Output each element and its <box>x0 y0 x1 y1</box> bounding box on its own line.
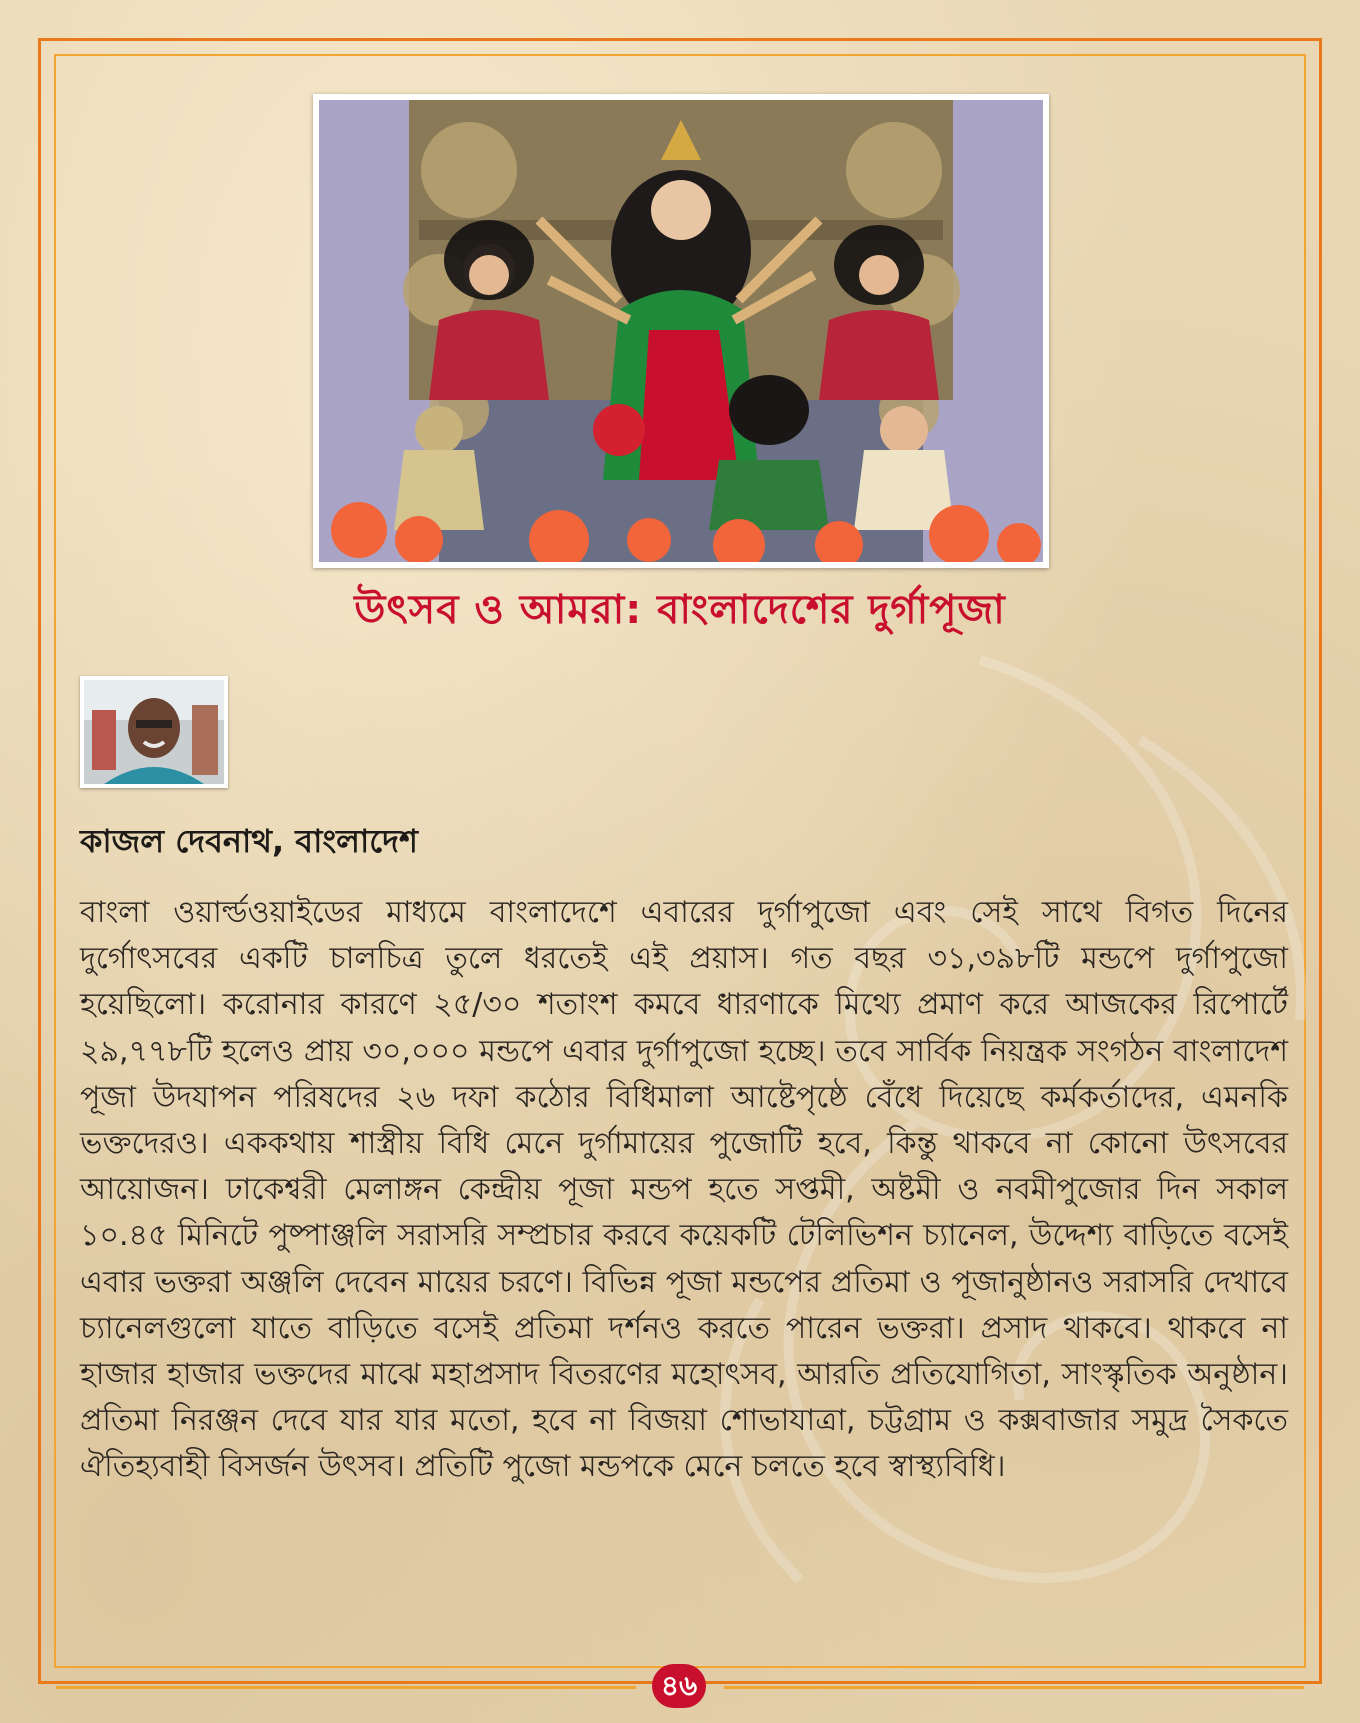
author-name: কাজল দেবনাথ, বাংলাদেশ <box>80 822 418 860</box>
page-number-badge: ৪৬ <box>652 1664 706 1708</box>
footer-rule-left <box>56 1686 636 1689</box>
article-title: উৎসব ও আমরা: বাংলাদেশের দুর্গাপূজা <box>354 587 1006 633</box>
footer-rule-right <box>724 1686 1304 1689</box>
author-photo <box>80 676 228 788</box>
author-portrait <box>84 680 224 784</box>
durga-idol-photo <box>313 94 1049 568</box>
article-body: বাংলা ওয়ার্ল্ডওয়াইডের মাধ্যমে বাংলাদেশে এবারের দুর্গাপুজো এবং সেই সাথে বিগত দিনের দুর্গোৎসবের একটি চালচিত্র তুলে ধরতেই এই প্রয়াস। গত বছর ৩১,৩৯৮টি মন্ডপে দুর্গাপুজো হয়েছিলো। করোনার কারণে ২৫/৩০ শতাংশ কমবে ধারণাকে মিথ্যে প্রমাণ করে আজকের রিপোর্টে ২৯,৭৭৮টি হলেও প্রায় ৩০,০০০ মন্ডপে এবার দুর্গাপুজো হচ্ছে। তবে সার্বিক নিয়ন্ত্রক সংগঠন বাংলাদেশ পূজা উদযাপন পরিষদের ২৬ দফা কঠোর বিধিমালা আষ্টেপৃষ্ঠে বেঁধে দিয়েছে কর্মকর্তাদের, এমনকি ভক্তদেরও। এককথায় শাস্ত্রীয় বিধি মেনে দুর্গামায়ের পুজোটি হবে, কিন্তু থাকবে না কোনো উৎসবের আয়োজন। ঢাকেশ্বরী মেলাঙ্গন কেন্দ্রীয় পূজা মন্ডপ হতে সপ্তমী, অষ্টমী ও নবমীপুজোর দিন সকাল ১০.৪৫ মিনিটে পুষ্পাঞ্জলি সরাসরি সম্প্রচার করবে কয়েকটি টেলিভিশন চ্যানেল, উদ্দেশ্য বাড়িতে বসেই এবার ভক্তরা অঞ্জলি দেবেন মায়ের চরণে। বিভিন্ন পূজা মন্ডপের প্রতিমা ও পূজানুষ্ঠানও সরাসরি দেখাবে চ্যানেলগুলো যাতে বাড়িতে বসেই প্রতিমা দর্শনও করতে পারেন ভক্তরা। প্রসাদ থাকবে। থাকবে না হাজার হাজার ভক্তদের মাঝে মহাপ্রসাদ বিতরণের মহোৎসব, আরতি প্রতিযোগিতা, সাংস্কৃতিক অনুষ্ঠান। প্রতিমা নিরঞ্জন দেবে যার যার মতো, হবে না বিজয়া শোভাযাত্রা, চট্টগ্রাম ও কক্সবাজার সমুদ্র সৈকতে ঐতিহ্যবাহী বিসর্জন উৎসব। প্রতিটি পুজো মন্ডপকে মেনে চলতে হবে স্বাস্থ্যবিধি। <box>80 895 1288 1485</box>
durga-idol-image <box>319 100 1043 562</box>
